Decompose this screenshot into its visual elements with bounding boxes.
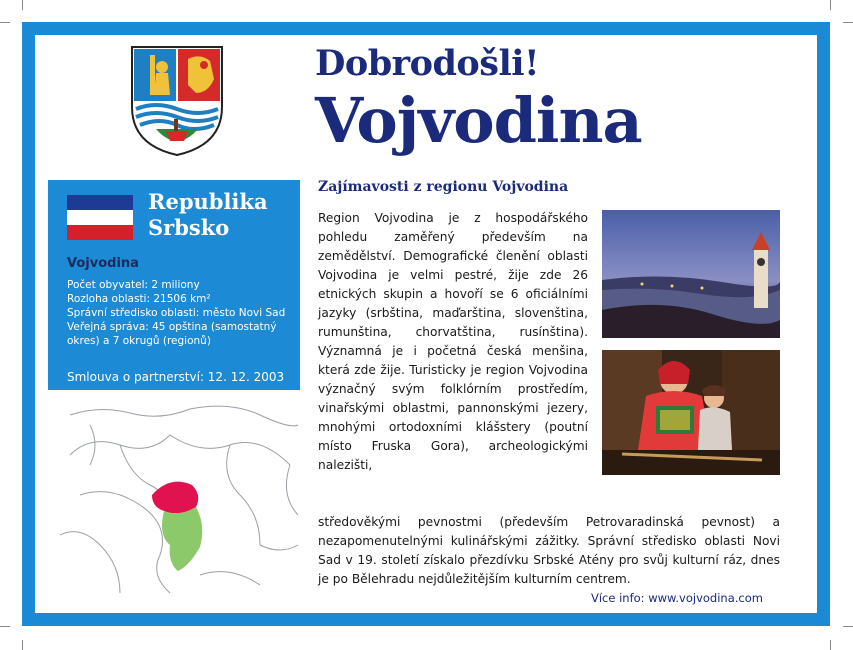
region-title: Vojvodina — [315, 84, 642, 157]
crop-mark — [0, 22, 10, 23]
fact-administration-cont: okres) a 7 okrugů (regionů) — [67, 335, 211, 347]
crop-mark — [843, 22, 853, 23]
country-info-box — [48, 180, 300, 390]
folk-costume-photo-icon — [602, 350, 780, 475]
greeting-title: Dobrodošli! — [315, 43, 539, 84]
region-subheading: Vojvodina — [67, 256, 139, 271]
facts-list — [67, 278, 285, 348]
fact-population: Počet obyvatel: 2 miliony — [67, 279, 200, 291]
article-heading: Zajímavosti z regionu Vojvodina — [318, 179, 569, 195]
poster-content — [35, 35, 817, 613]
country-name-line1: Republika — [148, 189, 268, 214]
fact-area: Rozloha oblasti: 21506 km² — [67, 293, 211, 305]
country-name — [148, 189, 268, 241]
country-name-line2: Srbsko — [148, 215, 230, 240]
crop-mark — [830, 640, 831, 650]
fortress-photo-icon — [602, 210, 780, 338]
fact-administration: Veřejná správa: 45 opština (samostatný — [67, 321, 277, 333]
coat-of-arms-icon — [130, 45, 224, 157]
article-text-column: Region Vojvodina je z hospodářského pohledu zaměřený především na zemědělství. Demografické členění oblasti Vojvodina je velmi pestré, žije zde 26 etnických skupin a hovoří se 6 oficiálními jazyky (srbština, maďarština, slovenština, rumunština, chorvatština, rusínština). Významná je i početná česká menšina, která zde žije. Turisticky je region Vojvodina význačný svým folklórním prostředím, vinařskými oblastmi, pannonskými jezery, mnohými ortodoxními klášstery (poutní místo Fruska Gora), archeologickými nalezišti, — [318, 211, 588, 472]
more-info-link[interactable]: Více info: www.vojvodina.com — [591, 591, 763, 605]
article-text-wide: středověkými pevnostmi (především Petrovaradinská pevnost) a nezapomenutelnými kulinářskými zážitky. Správní středisko oblasti Novi Sad v 19. století získalo přezdívku Srbské Atény pro svůj kulturní ráz, dnes je po Bělehradu nejdůležitějším kulturním centrem. — [318, 515, 780, 586]
crop-mark — [22, 640, 23, 650]
poster-frame — [22, 22, 830, 626]
crop-mark — [843, 626, 853, 627]
serbia-flag-icon — [67, 195, 133, 240]
crop-mark — [830, 0, 831, 10]
crop-mark — [0, 626, 10, 627]
crop-mark — [22, 0, 23, 10]
region-map-icon — [60, 395, 300, 595]
fact-capital: Správní středisko oblasti: město Novi Sad — [67, 307, 286, 319]
partnership-date: Smlouva o partnerství: 12. 12. 2003 — [67, 370, 285, 384]
